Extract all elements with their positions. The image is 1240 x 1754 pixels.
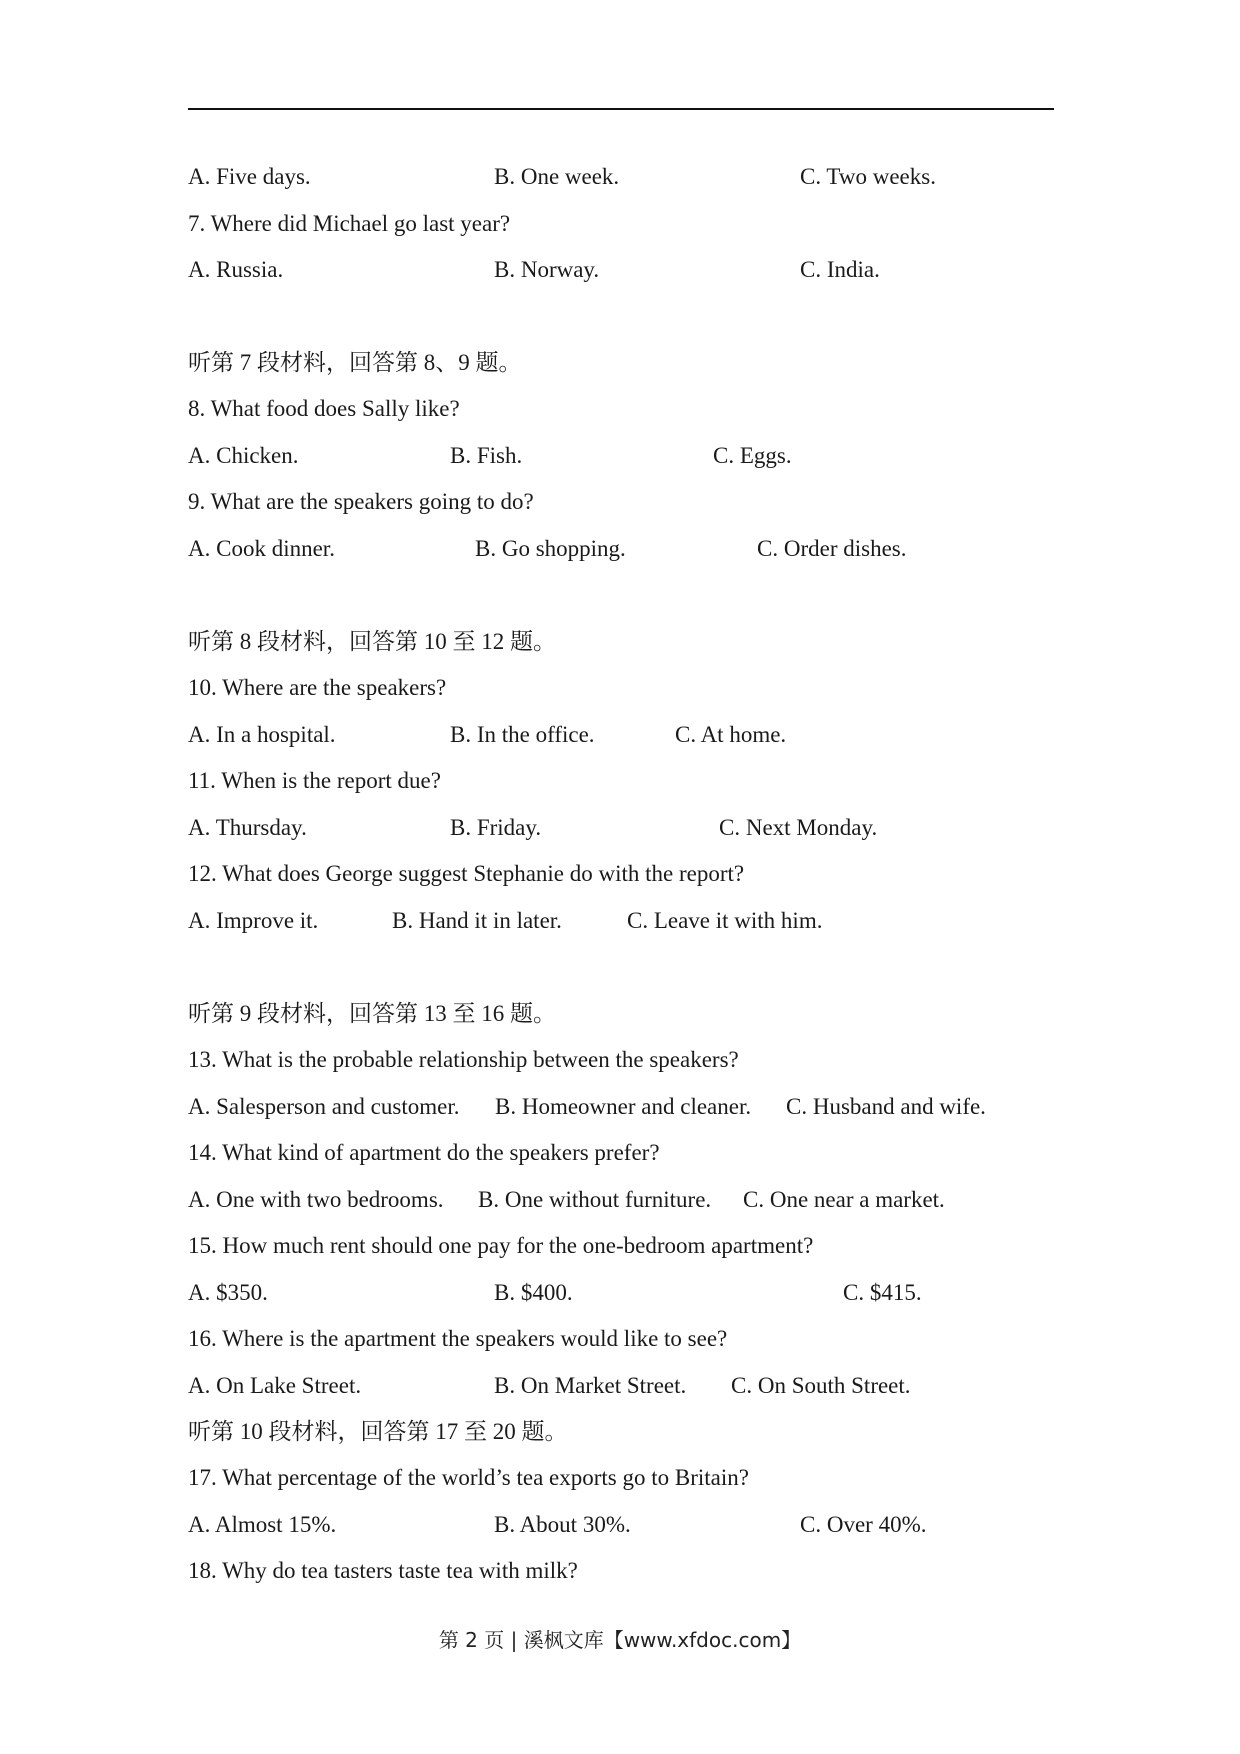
q10-option-c: C. At home.	[675, 722, 787, 747]
question-7: 7. Where did Michael go last year?	[188, 211, 511, 236]
question-17: 17. What percentage of the world’s tea exports go to Britain?	[188, 1465, 749, 1490]
q17-option-c: C. Over 40%.	[800, 1512, 927, 1537]
q8-option-c: C. Eggs.	[713, 443, 792, 468]
q15-option-a: A. $350.	[188, 1280, 268, 1305]
header-rule	[188, 108, 1054, 110]
question-14: 14. What kind of apartment do the speakers prefer?	[188, 1140, 660, 1165]
q12-option-c: C. Leave it with him.	[627, 908, 823, 933]
q16-option-c: C. On South Street.	[731, 1373, 911, 1398]
q14-option-a: A. One with two bedrooms.	[188, 1187, 444, 1212]
page-footer: 第 2 页 | 溪枫文库【www.xfdoc.com】	[438, 1628, 802, 1652]
question-10: 10. Where are the speakers?	[188, 675, 447, 700]
section-heading-7: 听第 7 段材料，回答第 8、9 题。	[188, 350, 522, 375]
q11-option-a: A. Thursday.	[188, 815, 307, 840]
q9-option-c: C. Order dishes.	[757, 536, 907, 561]
q8-option-a: A. Chicken.	[188, 443, 299, 468]
section-heading-9: 听第 9 段材料，回答第 13 至 16 题。	[188, 1001, 556, 1026]
q14-option-b: B. One without furniture.	[478, 1187, 712, 1212]
q6-option-c: C. Two weeks.	[800, 164, 936, 189]
q17-option-a: A. Almost 15%.	[188, 1512, 337, 1537]
question-8: 8. What food does Sally like?	[188, 396, 460, 421]
q13-option-a: A. Salesperson and customer.	[188, 1094, 460, 1119]
q7-option-a: A. Russia.	[188, 257, 284, 282]
q8-option-b: B. Fish.	[450, 443, 523, 468]
q7-option-b: B. Norway.	[494, 257, 600, 282]
q10-option-a: A. In a hospital.	[188, 722, 336, 747]
q9-option-a: A. Cook dinner.	[188, 536, 335, 561]
q13-option-b: B. Homeowner and cleaner.	[495, 1094, 752, 1119]
q6-option-b: B. One week.	[494, 164, 620, 189]
q12-option-b: B. Hand it in later.	[392, 908, 562, 933]
question-13: 13. What is the probable relationship between the speakers?	[188, 1047, 739, 1072]
section-heading-10: 听第 10 段材料，回答第 17 至 20 题。	[188, 1419, 568, 1444]
q16-option-b: B. On Market Street.	[494, 1373, 687, 1398]
q15-option-c: C. $415.	[843, 1280, 922, 1305]
q15-option-b: B. $400.	[494, 1280, 573, 1305]
q11-option-c: C. Next Monday.	[719, 815, 878, 840]
q10-option-b: B. In the office.	[450, 722, 595, 747]
q16-option-a: A. On Lake Street.	[188, 1373, 362, 1398]
q7-option-c: C. India.	[800, 257, 880, 282]
question-12: 12. What does George suggest Stephanie do with the report?	[188, 861, 745, 886]
question-9: 9. What are the speakers going to do?	[188, 489, 534, 514]
q12-option-a: A. Improve it.	[188, 908, 319, 933]
q13-option-c: C. Husband and wife.	[786, 1094, 986, 1119]
question-16: 16. Where is the apartment the speakers would like to see?	[188, 1326, 728, 1351]
q14-option-c: C. One near a market.	[743, 1187, 945, 1212]
question-18: 18. Why do tea tasters taste tea with milk?	[188, 1558, 578, 1583]
q11-option-b: B. Friday.	[450, 815, 542, 840]
question-11: 11. When is the report due?	[188, 768, 441, 793]
question-15: 15. How much rent should one pay for the one-bedroom apartment?	[188, 1233, 814, 1258]
q6-option-a: A. Five days.	[188, 164, 311, 189]
q9-option-b: B. Go shopping.	[475, 536, 626, 561]
q17-option-b: B. About 30%.	[494, 1512, 631, 1537]
section-heading-8: 听第 8 段材料，回答第 10 至 12 题。	[188, 629, 556, 654]
